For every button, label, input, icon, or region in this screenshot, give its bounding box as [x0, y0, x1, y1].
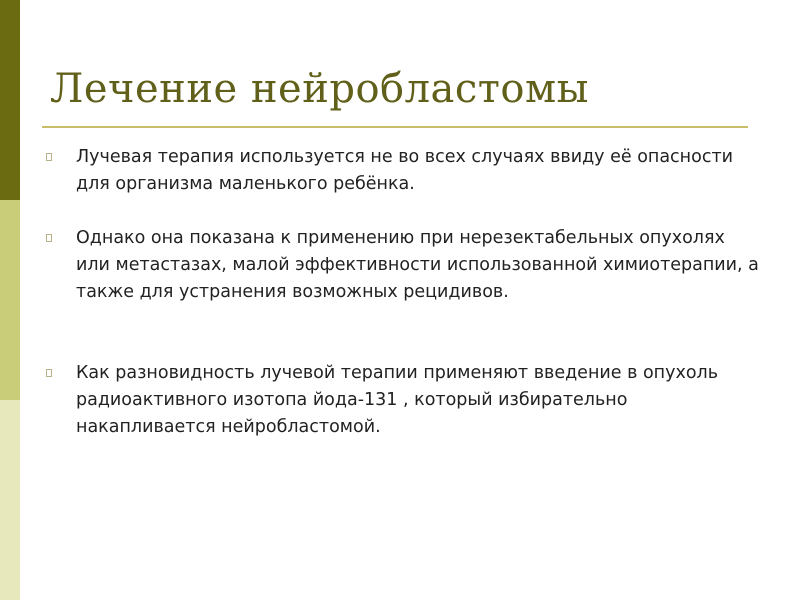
bullet-list: [42, 144, 762, 441]
slide-title: Лечение нейробластомы: [50, 66, 589, 112]
bullet-marker-icon: [46, 234, 52, 242]
bullet-marker-icon: [46, 369, 52, 377]
bullet-text: Лучевая терапия используется не во всех случаях ввиду её опасности для организма маленького ребёнка.: [76, 147, 734, 194]
bullet-item: [42, 360, 762, 441]
side-bar-segment-light: [0, 400, 20, 600]
bullet-item: [42, 225, 762, 306]
title-divider: [42, 126, 748, 128]
bullet-marker-icon: [46, 153, 52, 161]
side-bar-segment-mid: [0, 200, 20, 400]
bullet-text: Однако она показана к применению при нерезектабельных опухолях или метастазах, малой эффективности использованной химиотерапии, а также для устранения возможных рецидивов.: [76, 228, 759, 302]
bullet-text: Как разновидность лучевой терапии применяют введение в опухоль радиоактивного изотопа йода-131 , который избирательно накапливается нейробластомой.: [76, 363, 719, 437]
side-bar-segment-dark: [0, 0, 20, 200]
bullet-item: [42, 144, 762, 198]
decorative-side-bar: [0, 0, 20, 600]
